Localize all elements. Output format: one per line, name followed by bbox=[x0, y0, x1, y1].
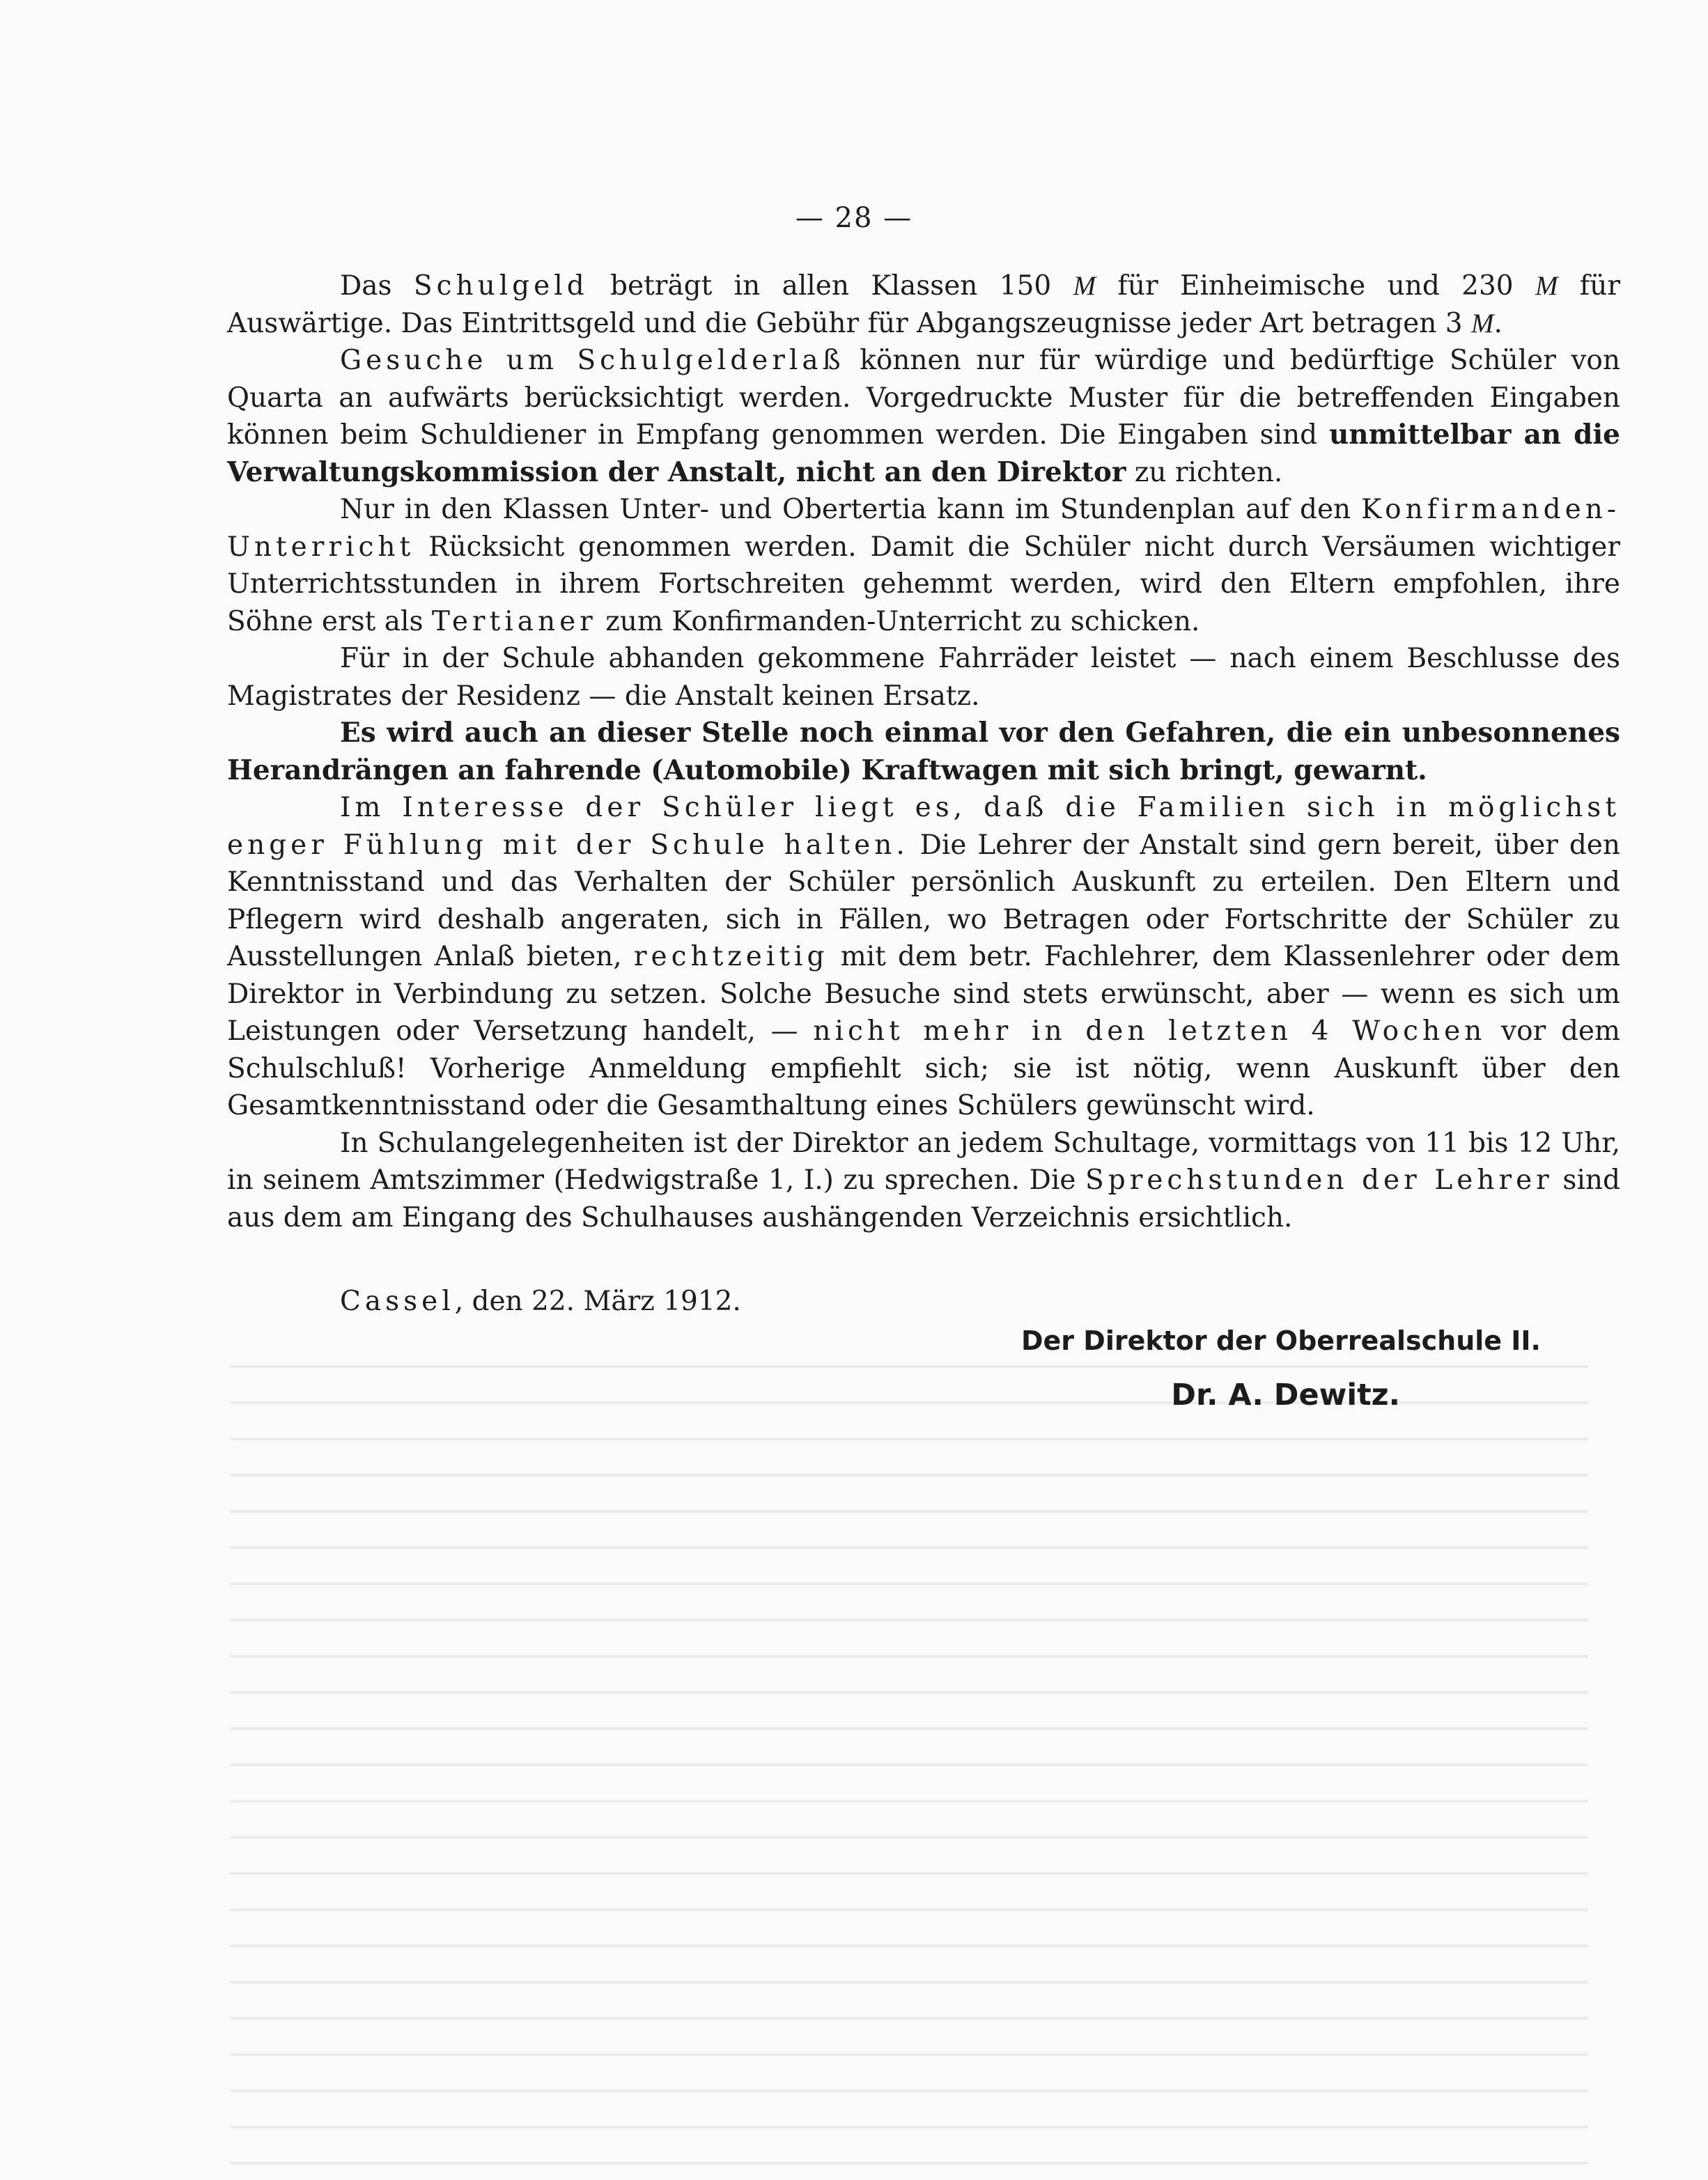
spaced-term: nicht mehr in den letzten 4 Wochen bbox=[813, 1015, 1486, 1047]
mark-currency: M bbox=[1470, 308, 1494, 338]
text-run: zum Konfirmanden-Unterricht zu schicken. bbox=[596, 605, 1200, 637]
spaced-term: Schulgeld bbox=[413, 270, 589, 302]
closing-place: Cassel bbox=[340, 1286, 455, 1317]
text-run: vor dem Schulschluß! Vorherige Anmeldung empfiehlt sich; sie ist nötig, wenn Auskunft über den Gesamtkenntnisstand oder die Gesamthaltung eines Schülers gewünscht wird. bbox=[227, 1015, 1620, 1121]
paragraph-parent-contact bbox=[227, 789, 1620, 1125]
paragraph-confirmation bbox=[227, 491, 1620, 640]
spaced-term: Konfirmanden-Unterricht bbox=[227, 494, 1620, 563]
text-run: Die Lehrer der Anstalt sind gern bereit, über den Kenntnisstand und das Verhalten der Schüler persönlich Auskunft zu erteilen. Den Eltern und Pflegern wird deshalb angeraten, sich in Fällen, wo Betragen oder Fortschritte der Schüler zu Ausstellungen Anlaß bieten, bbox=[227, 829, 1620, 972]
paragraph-tuition bbox=[227, 267, 1620, 342]
paragraph-office-hours bbox=[227, 1125, 1620, 1237]
text-run: mit dem betr. Fachlehrer, dem Klassenlehrer oder dem Direktor in Verbindung zu setzen. Solche Besuche sind stets erwünscht, aber — wenn es sich um Leistungen oder Versetzung handelt, — bbox=[227, 941, 1620, 1047]
page-number: — 28 — bbox=[795, 202, 913, 234]
text-run: Nur in den Klassen Unter- und Obertertia kann im Stundenplan auf den bbox=[340, 494, 1362, 525]
closing-date-line bbox=[340, 1283, 741, 1320]
paragraph-bicycles: Für in der Schule abhanden gekommene Fahrräder leistet — nach einem Beschlusse des Magistrates der Residenz — die Anstalt keinen Ersatz. bbox=[227, 643, 1620, 712]
text-run: Das bbox=[340, 270, 414, 302]
spaced-term: rechtzeitig bbox=[633, 941, 829, 972]
text-run: für Einheimische und 230 bbox=[1096, 270, 1535, 302]
spaced-term: Sprechstunden der Lehrer bbox=[1085, 1165, 1553, 1196]
document-body bbox=[227, 267, 1620, 1236]
text-run: In Schulangelegenheiten ist der Direktor an jedem Schultage, vormittags von 11 bis 12 Uhr, in seinem Amtszimmer (Hedwigstraße 1, I.) zu sprechen. Die bbox=[227, 1127, 1620, 1196]
paragraph-traffic-warning: Es wird auch an dieser Stelle noch einmal vor den Gefahren, die ein unbesonnenes Herandrängen an fahrende (Automobile) Kraftwagen mit sich bringt, gewarnt. bbox=[227, 717, 1620, 786]
spaced-term: Gesuche um Schulgelderlaß bbox=[340, 345, 845, 376]
mark-currency: M bbox=[1535, 271, 1558, 301]
director-title: Der Direktor der Oberrealschule II. bbox=[1020, 1325, 1541, 1356]
text-run: Rücksicht genommen werden. Damit die Schüler nicht durch Versäumen wichtiger Unterrichtsstunden in ihrem Fortschreiten gehemmt werden, wird den Eltern empfohlen, ihre Söhne erst als bbox=[227, 531, 1620, 637]
closing-date: , den 22. März 1912. bbox=[454, 1286, 741, 1317]
text-run: . bbox=[1493, 307, 1503, 339]
spaced-term: Tertianer bbox=[431, 605, 597, 637]
text-run: für Auswärtige. Das Eintrittsgeld und die Gebühr für Abgangszeugnisse jeder Art betragen 3 bbox=[227, 270, 1621, 339]
spaced-term: Im Interesse der Schüler liegt es, daß die Familien sich in möglichst enger Fühlung mit der Schule halten. bbox=[227, 792, 1620, 861]
signature-name: Dr. A. Dewitz. bbox=[1171, 1378, 1400, 1412]
paragraph-fee-waiver bbox=[227, 342, 1620, 491]
text-run: zu richten. bbox=[1126, 456, 1283, 488]
show-through-texture bbox=[230, 1344, 1588, 2180]
text-run: beträgt in allen Klassen 150 bbox=[588, 270, 1073, 302]
text-run: können nur für würdige und bedürftige Schüler von Quarta an aufwärts berücksichtigt werden. Vorgedruckte Muster für die betreffenden Eingaben können beim Schuldiener in Empfang genommen werden. Die Eingaben sind bbox=[227, 345, 1620, 451]
bold-phrase: unmittelbar an die Verwaltungskommission der Anstalt, nicht an den Direktor bbox=[227, 419, 1620, 488]
text-run: sind aus dem am Eingang des Schulhauses aushängenden Verzeichnis ersichtlich. bbox=[227, 1165, 1620, 1233]
mark-currency: M bbox=[1073, 271, 1096, 301]
